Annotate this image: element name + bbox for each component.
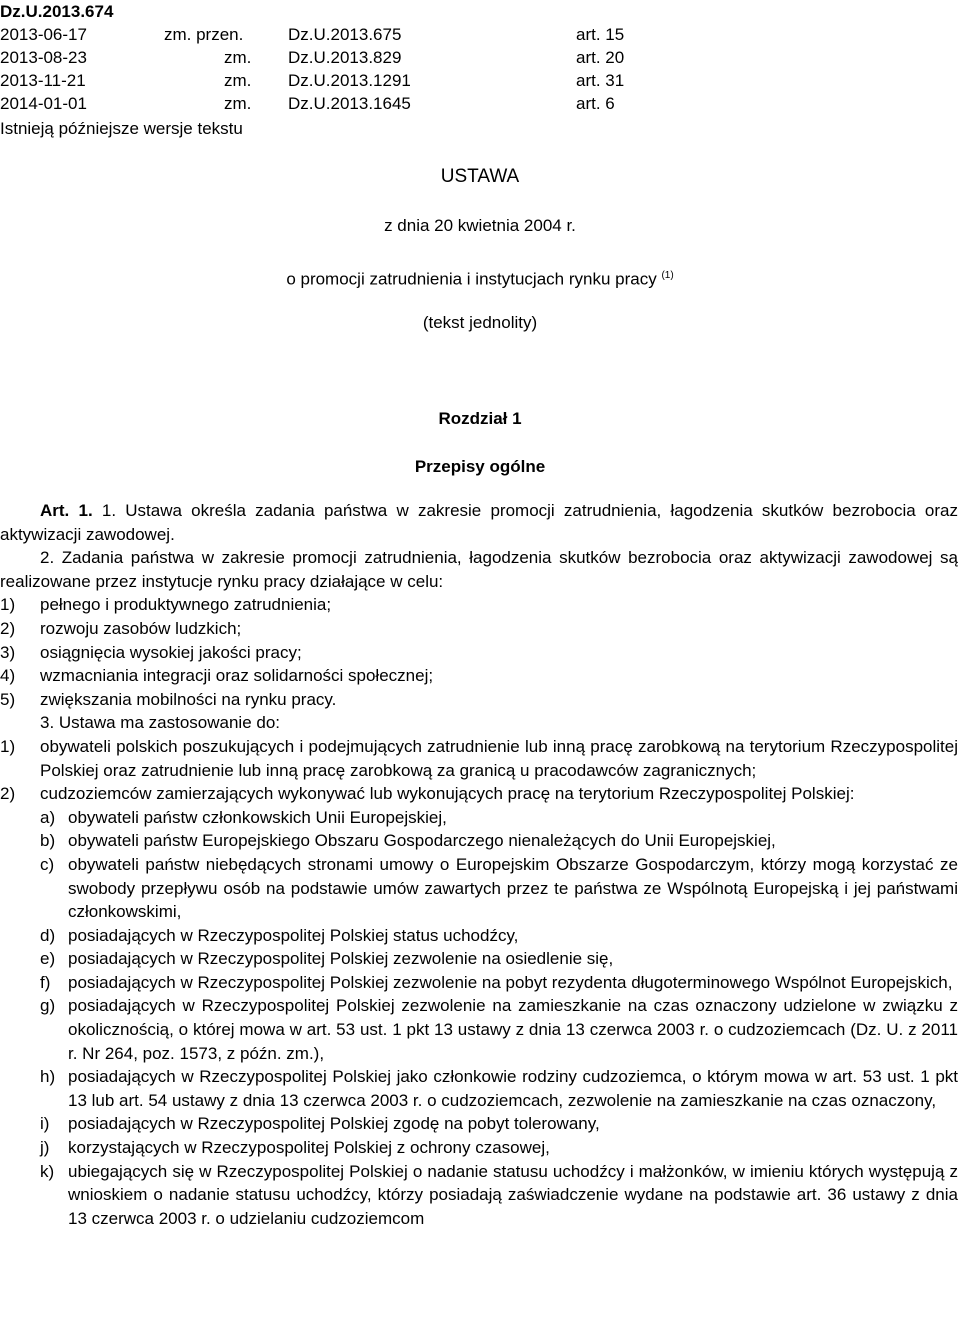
amendment-date: 2013-06-17 — [0, 25, 87, 44]
sub-list-item: c) obywateli państw niebędących stronami umowy o Europejskim Obszarze Gospodarczym, którzy mogą korzystać ze swobody przepływu osób na podstawie umów zawartych przez te państwa ze Wspólnotą Europejską i jej państwami członkowskimi, — [40, 854, 958, 922]
consolidated-text-label: (tekst jednolity) — [422, 313, 538, 332]
list-item: 1) pełnego i produktywnego zatrudnienia; — [0, 595, 332, 615]
article-1-paragraph-2: 2. Zadania państwa w zakresie promocji zatrudnienia, łagodzenia skutków bezrobocia oraz aktywizacji zawodowej są realizowane przez instytucje rynku pracy działające w celu: — [0, 548, 958, 591]
footnote-marker: (1) — [661, 270, 674, 281]
sub-list-item: f) posiadających w Rzeczypospolitej Polskiej zezwolenie na pobyt rezydenta długoterminowego Wspólnot Europejskich, — [40, 972, 953, 992]
amendment-source: Dz.U.2013.1645 — [288, 94, 411, 113]
amendment-type: zm. przen. — [164, 25, 244, 44]
amendment-row — [0, 46, 960, 69]
amendment-date: 2013-11-21 — [0, 71, 86, 90]
sub-list-item: a) obywateli państw członkowskich Unii Europejskiej, — [40, 807, 447, 827]
sub-list-item: j) korzystających w Rzeczypospolitej Polskiej z ochrony czasowej, — [40, 1138, 550, 1158]
article-1-paragraph-1: Art. 1. 1. Ustawa określa zadania państwa w zakresie promocji zatrudnienia, łagodzenia skutków bezrobocia oraz aktywizacji zawodowej. — [0, 501, 958, 544]
amendment-row — [0, 92, 960, 115]
article-1-paragraph-3: 3. Ustawa ma zastosowanie do: — [40, 713, 281, 733]
sub-list-item: e) posiadających w Rzeczypospolitej Polskiej zezwolenie na osiedlenie się, — [40, 949, 614, 969]
amendment-article: art. 31 — [576, 71, 625, 90]
sub-list-item: i) posiadających w Rzeczypospolitej Polskiej zgodę na pobyt tolerowany, — [40, 1114, 600, 1134]
amendment-article: art. 20 — [576, 48, 625, 67]
amendment-date: 2014-01-01 — [0, 94, 87, 113]
amendment-source: Dz.U.2013.829 — [288, 48, 402, 67]
act-type: USTAWA — [440, 166, 520, 187]
amendment-row — [0, 69, 960, 92]
amendment-date: 2013-08-23 — [0, 48, 87, 67]
amendment-type: zm. — [224, 71, 252, 90]
amendment-source: Dz.U.2013.1291 — [288, 71, 411, 90]
sub-list-item: k) ubiegających się w Rzeczypospolitej Polskiej o nadanie statusu uchodźcy i małżonków, w imieniu których występują z wnioskiem o nadanie statusu uchodźcy, którzy posiadają zaświadczenie wydane na podstawie art. 36 ustawy z dnia 13 czerwca 2003 r. o udzielaniu cudzoziemcom — [40, 1161, 958, 1228]
list-item: 4) wzmacniania integracji oraz solidarności społecznej; — [0, 666, 434, 686]
list-item: 2) rozwoju zasobów ludzkich; — [0, 618, 242, 638]
list-item: 1) obywateli polskich poszukujących i podejmujących zatrudnienie lub inną pracę zarobkową na terytorium Rzeczypospolitej Polskiej oraz zatrudnienie lub inną pracę zarobkową za granicą u pracodawców zagranicznych; — [0, 736, 958, 780]
article-label: Art. 1. — [40, 501, 93, 520]
amendment-article: art. 15 — [576, 25, 625, 44]
chapter-title: Przepisy ogólne — [414, 457, 546, 476]
sub-list-item: g) posiadających w Rzeczypospolitej Polskiej zezwolenie na zamieszkanie na czas oznaczony udzielone w związku z okolicznością, o której mowa w art. 53 ust. 1 pkt 13 ustawy z dnia 13 czerwca 2003 r. o cudzoziemcach (Dz. U. z 2011 r. Nr 264, poz. 1573, z późn. zm.), — [40, 996, 958, 1063]
act-subject-line — [0, 264, 960, 291]
amendment-row — [0, 23, 960, 46]
amendment-type: zm. — [224, 94, 252, 113]
act-subject: o promocji zatrudnienia i instytucjach rynku pracy — [286, 269, 657, 289]
sub-list-item: h) posiadających w Rzeczypospolitej Polskiej jako członkowie rodziny cudzoziemca, o którym mowa w art. 53 ust. 1 pkt 13 lub art. 54 ustawy z dnia 13 czerwca 2003 r. o cudzoziemcach, zezwolenie na zamieszkanie na czas oznaczony, — [40, 1067, 958, 1110]
later-versions-note: Istnieją późniejsze wersje tekstu — [0, 119, 243, 138]
journal-reference: Dz.U.2013.674 — [0, 2, 114, 21]
list-item: 2) cudzoziemców zamierzających wykonywać lub wykonujących pracę na terytorium Rzeczypospolitej Polskiej: — [0, 784, 855, 804]
amendment-source: Dz.U.2013.675 — [288, 25, 402, 44]
list-item: 3) osiągnięcia wysokiej jakości pracy; — [0, 642, 302, 662]
act-date: z dnia 20 kwietnia 2004 r. — [384, 216, 576, 235]
article-body — [0, 499, 958, 1230]
sub-list-item: d) posiadających w Rzeczypospolitej Polskiej status uchodźcy, — [40, 925, 519, 945]
amendment-article: art. 6 — [576, 94, 615, 113]
chapter-number: Rozdział 1 — [438, 409, 522, 428]
list-item: 5) zwiększania mobilności na rynku pracy. — [0, 689, 337, 709]
sub-list-item: b) obywateli państw Europejskiego Obszaru Gospodarczego nienależących do Unii Europejskiej, — [40, 831, 776, 851]
amendment-type: zm. — [224, 48, 252, 67]
